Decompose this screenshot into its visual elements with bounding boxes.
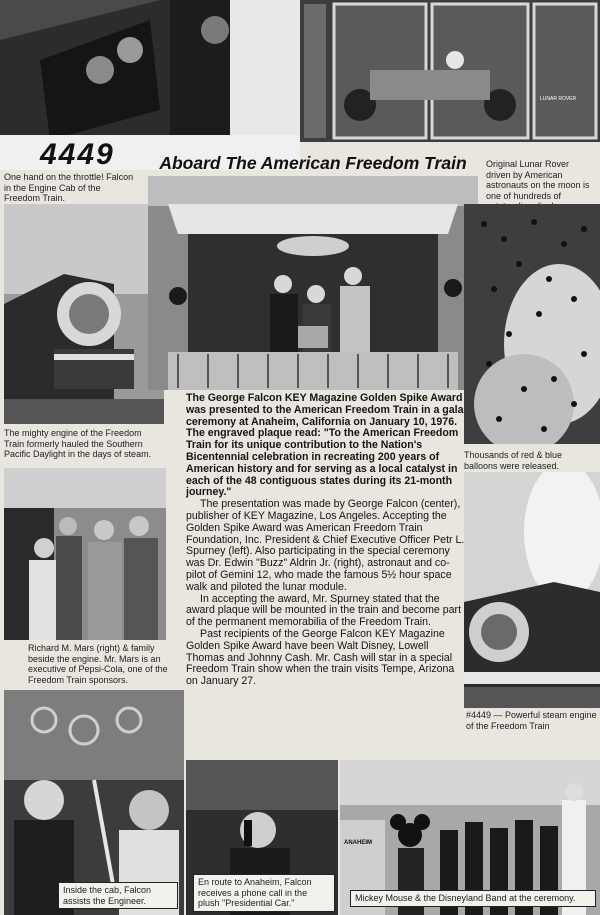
caption-mars-family: Richard M. Mars (right) & family beside the engine. Mr. Mars is an executive of Pepsi-Cola, one of the Freedom Train sponsors. <box>28 643 168 685</box>
podium-sign-text: ANAHEIM <box>344 840 372 846</box>
caption-engine-cab: One hand on the throttle! Falcon in the Engine Cab of the Freedom Train. <box>4 172 134 203</box>
photo-engine-cab <box>0 0 300 170</box>
photo-lunar-rover <box>300 0 600 142</box>
article-paragraph-1: The presentation was made by George Falcon (center), publisher of KEY Magazine, Los Angeles. Accepting the Golden Spike Award was American Freedom Train Foundation, Inc. President & Chief Executive Officer Petr L. Spurney (left). Also participating in the special ceremony was Dr. Edwin "Buzz" Aldrin Jr. (right), astronaut and co-pilot of Gemini 12, who made the famous 5½ hour space walk and piloted the lunar module. <box>186 498 465 593</box>
caption-disneyland-band: Mickey Mouse & the Disneyland Band at the ceremony. <box>350 890 596 907</box>
caption-steam-engine: #4449 — Powerful steam engine of the Freedom Train <box>466 710 597 731</box>
photo-mars-family <box>4 468 166 640</box>
caption-phone-call: En route to Anaheim, Falcon receives a phone call in the plush "Presidential Car." <box>193 874 335 912</box>
photo-steam-engine <box>464 472 600 708</box>
photo-balloons <box>464 204 600 444</box>
rover-sign-text: LUNAR ROVER <box>540 96 577 102</box>
caption-balloons: Thousands of red & blue balloons were released. <box>464 450 563 471</box>
article-paragraph-3: Past recipients of the George Falcon KEY Magazine Golden Spike Award have been Walt Disney, Lowell Thomas and Johnny Cash. Mr. Cash will star in a special Freedom Train show when the train visits Tempe, Arizona on January 27. <box>186 627 455 688</box>
page-title: Aboard The American Freedom Train <box>159 153 467 173</box>
article-paragraph-2: In accepting the award, Mr. Spurney stated that the award plaque will be mounted in the train and become part of the permanent memorabilia of the Freedom Train. <box>186 592 462 629</box>
caption-inside-cab: Inside the cab, Falcon assists the Engineer. <box>58 882 178 909</box>
caption-lunar-rover: Original Lunar Rover driven by American astronauts on the moon is one of hundreds of <box>486 159 590 201</box>
photo-ceremony <box>148 176 478 390</box>
caption-mighty-engine: The mighty engine of the Freedom Train formerly hauled the Southern Pacific Daylight in the days of steam. <box>4 428 152 459</box>
photo-mighty-engine <box>4 204 164 424</box>
article-lead: The George Falcon KEY Magazine Golden Spike Award was presented to the American Freedom Train in a gala ceremony at Anaheim, California on January 10, 1976. The engraved plaque read: "To the American Freedom Train for its unique contribution to the Nation's Bicentennial celebration in recreating 200 years of American history and for serving as a local catalyst in each of the 48 contiguous states during its 21-month journey." <box>186 392 464 499</box>
engine-number-text: 4449 <box>40 138 115 170</box>
article-body <box>186 393 469 688</box>
